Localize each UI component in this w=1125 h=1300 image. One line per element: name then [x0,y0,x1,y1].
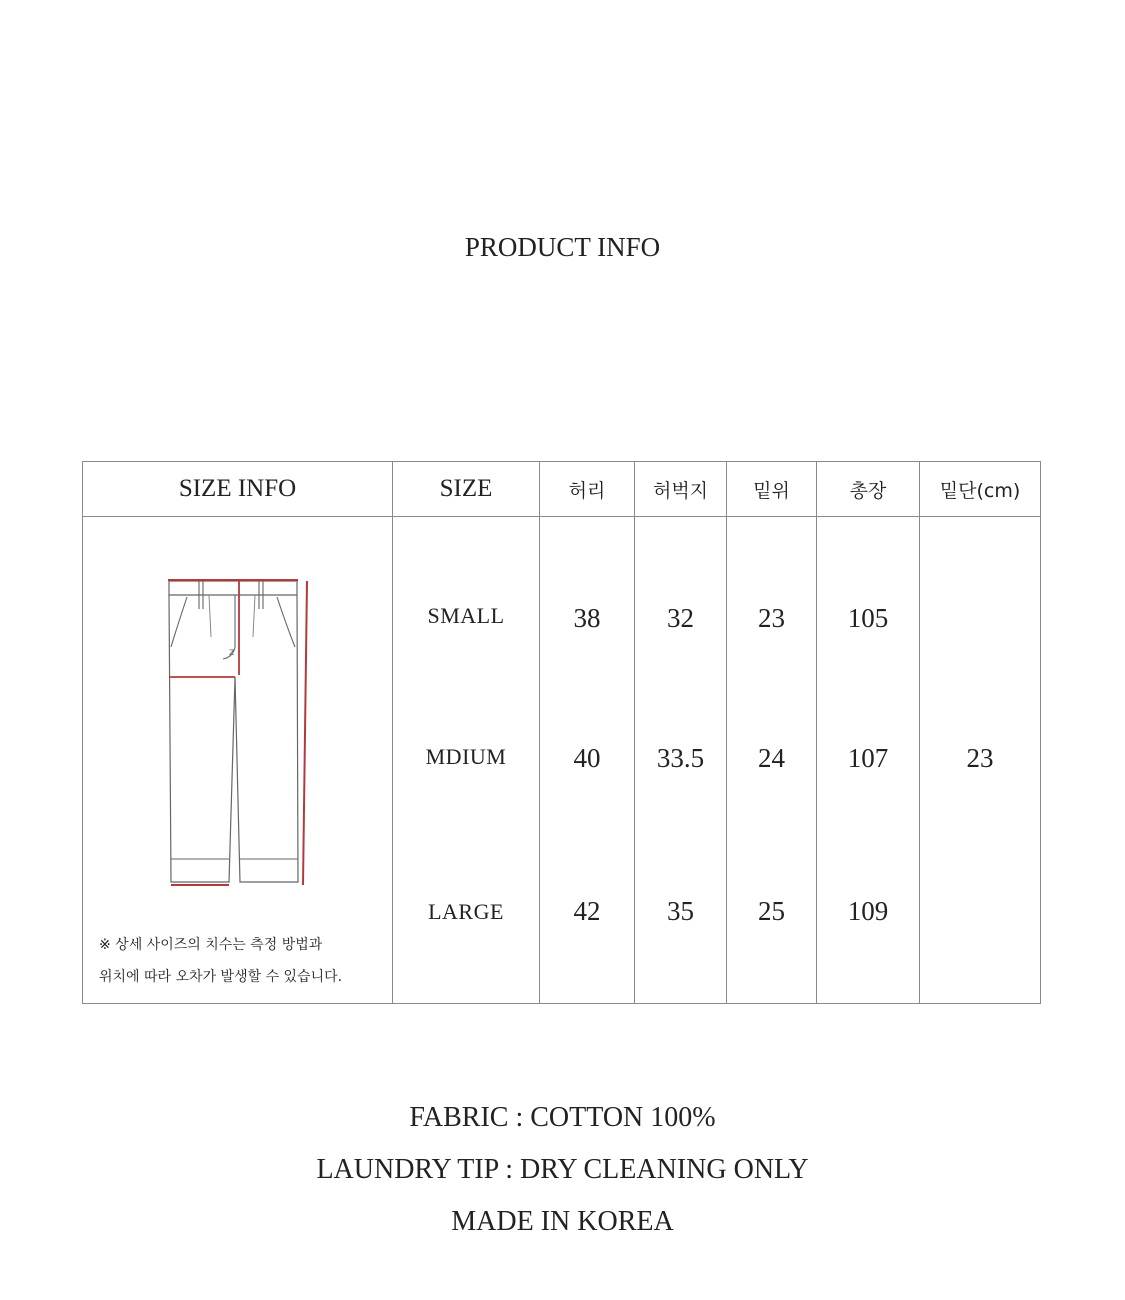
laundry-info: LAUNDRY TIP : DRY CLEANING ONLY [316,1154,809,1185]
thigh-large: 35 [667,896,694,926]
rise-medium: 24 [758,743,785,773]
measurement-note-line-2: 위치에 따라 오차가 발생할 수 있습니다. [99,969,343,985]
size-column [393,517,540,1004]
measurement-note [99,929,389,993]
header-size-info: SIZE INFO [83,462,393,517]
header-size: SIZE [393,462,540,517]
length-column [817,517,920,1004]
thigh-small: 32 [667,603,694,633]
size-diagram-cell [83,517,393,1004]
size-label-medium: MDIUM [425,744,507,769]
header-hem: 밑단(cm) [920,462,1041,517]
rise-column [727,517,817,1004]
length-medium: 107 [847,743,889,773]
header-thigh: 허벅지 [635,462,727,517]
table-body-row [83,517,1041,1004]
length-large: 109 [847,896,889,926]
measurement-note-line-1: ※ 상세 사이즈의 치수는 측정 방법과 [99,937,323,953]
waist-medium: 40 [573,743,601,773]
thigh-column [635,517,727,1004]
waist-large: 42 [573,896,601,926]
waist-column [540,517,635,1004]
fabric-info: FABRIC : COTTON 100% [409,1102,716,1133]
header-waist: 허리 [540,462,635,517]
size-label-small: SMALL [427,603,505,628]
size-table [82,461,1041,1004]
rise-small: 23 [758,603,785,633]
table-header-row [83,462,1041,517]
header-length: 총장 [817,462,920,517]
length-small: 105 [847,603,889,633]
hem-column [920,517,1041,1004]
svg-text:z: z [229,647,235,658]
header-rise: 밑위 [727,462,817,517]
thigh-medium: 33.5 [656,743,705,773]
page-title: PRODUCT INFO [464,232,661,262]
pants-diagram-icon [163,567,313,892]
waist-small: 38 [573,603,601,633]
hem-value: 23 [966,743,994,773]
rise-large: 25 [758,896,785,926]
origin-info: MADE IN KOREA [451,1206,674,1237]
size-label-large: LARGE [428,899,504,924]
